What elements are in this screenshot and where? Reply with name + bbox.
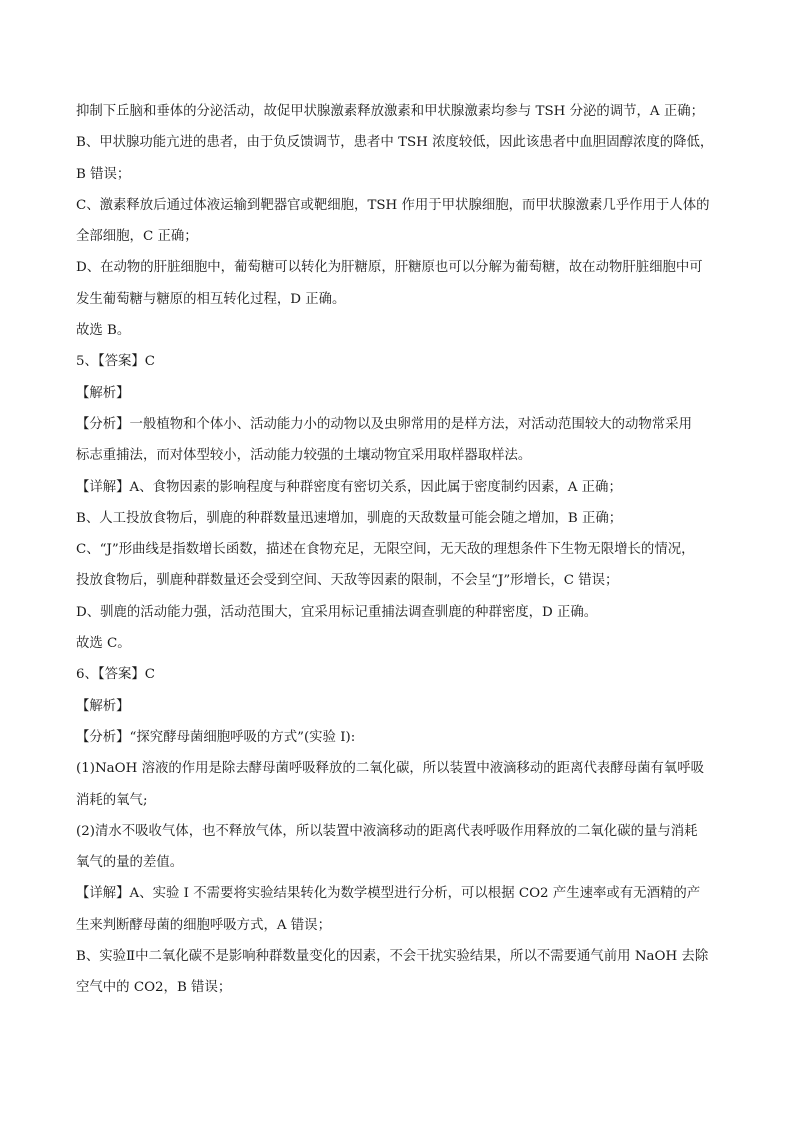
analysis-heading: 【解析】 [76, 385, 130, 401]
text-line: D、驯鹿的活动能力强，活动范围大，宜采用标记重捕法调查驯鹿的种群密度，D 正确。 [76, 604, 598, 620]
text-line: 氧气的量的差值。 [76, 855, 184, 871]
analysis-heading: 【解析】 [76, 698, 130, 714]
text-line: 空气中的 CO2，B 错误； [76, 980, 232, 996]
text-line: 抑制下丘脑和垂体的分泌活动，故促甲状腺激素释放激素和甲状腺激素均参与 TSH 分泌的调节，A 正确； [76, 104, 705, 119]
text-line: B、人工投放食物后，驯鹿的种群数量迅速增加，驯鹿的天敌数量可能会随之增加，B 正确； [76, 510, 623, 526]
text-line: (1)NaOH 溶液的作用是除去酵母菌呼吸释放的二氧化碳，所以装置中液滴移动的距离代表酵母菌有氧呼吸 [76, 761, 704, 777]
text-line: 投放食物后，驯鹿种群数量还会受到空间、天敌等因素的限制，不会呈“J”形增长，C 错误； [76, 573, 619, 589]
text-line: 【详解】A、实验 I 不需要将实验结果转化为数学模型进行分析，可以根据 CO2 产生速率或有无酒精的产 [76, 886, 701, 902]
text-line: B、甲状腺功能亢进的患者，由于负反馈调节，患者中 TSH 浓度较低，因此该患者中血胆固醇浓度的降低， [76, 135, 714, 151]
text-line: 标志重捕法，而对体型较小，活动能力较强的土壤动物宜采用取样器取样法。 [76, 448, 532, 464]
text-line: D、在动物的肝脏细胞中，葡萄糖可以转化为肝糖原，肝糖原也可以分解为葡萄糖，故在动物肝脏细胞中可 [76, 260, 703, 276]
text-line: (2)清水不吸收气体，也不释放气体，所以装置中液滴移动的距离代表呼吸作用释放的二氧化碳的量与消耗 [76, 823, 698, 839]
text-line: 故选 B。 [76, 323, 131, 339]
answer-heading: 6、【答案】C [76, 667, 156, 683]
text-line: C、“J”形曲线是指数增长函数，描述在食物充足，无限空间，无天敌的理想条件下生物无限增长的情况， [76, 542, 695, 558]
text-line: 故选 C。 [76, 636, 131, 652]
text-line: 发生葡萄糖与糖原的相互转化过程，D 正确。 [76, 291, 346, 307]
text-line: 全部细胞，C 正确； [76, 229, 198, 245]
text-line: C、激素释放后通过体液运输到靶器官或靶细胞，TSH 作用于甲状腺细胞，而甲状腺激素几乎作用于人体的 [76, 197, 710, 213]
text-line: B 错误； [76, 166, 131, 182]
text-line: 消耗的氧气; [76, 792, 148, 808]
answer-heading: 5、【答案】C [76, 354, 156, 370]
text-line: 生来判断酵母菌的细胞呼吸方式，A 错误； [76, 917, 331, 933]
text-line: 【详解】A、食物因素的影响程度与种群密度有密切关系，因此属于密度制约因素，A 正确； [76, 479, 622, 495]
text-line: B、实验Ⅱ中二氧化碳不是影响种群数量变化的因素，不会干扰实验结果，所以不需要通气前用 NaOH 去除 [76, 949, 709, 965]
text-line: 【分析】一般植物和个体小、活动能力小的动物以及虫卵常用的是样方法，对活动范围较大的动物常采用 [76, 416, 692, 432]
document-body [76, 96, 726, 1004]
text-line: 【分析】“探究酵母菌细胞呼吸的方式”(实验 I): [76, 729, 356, 745]
